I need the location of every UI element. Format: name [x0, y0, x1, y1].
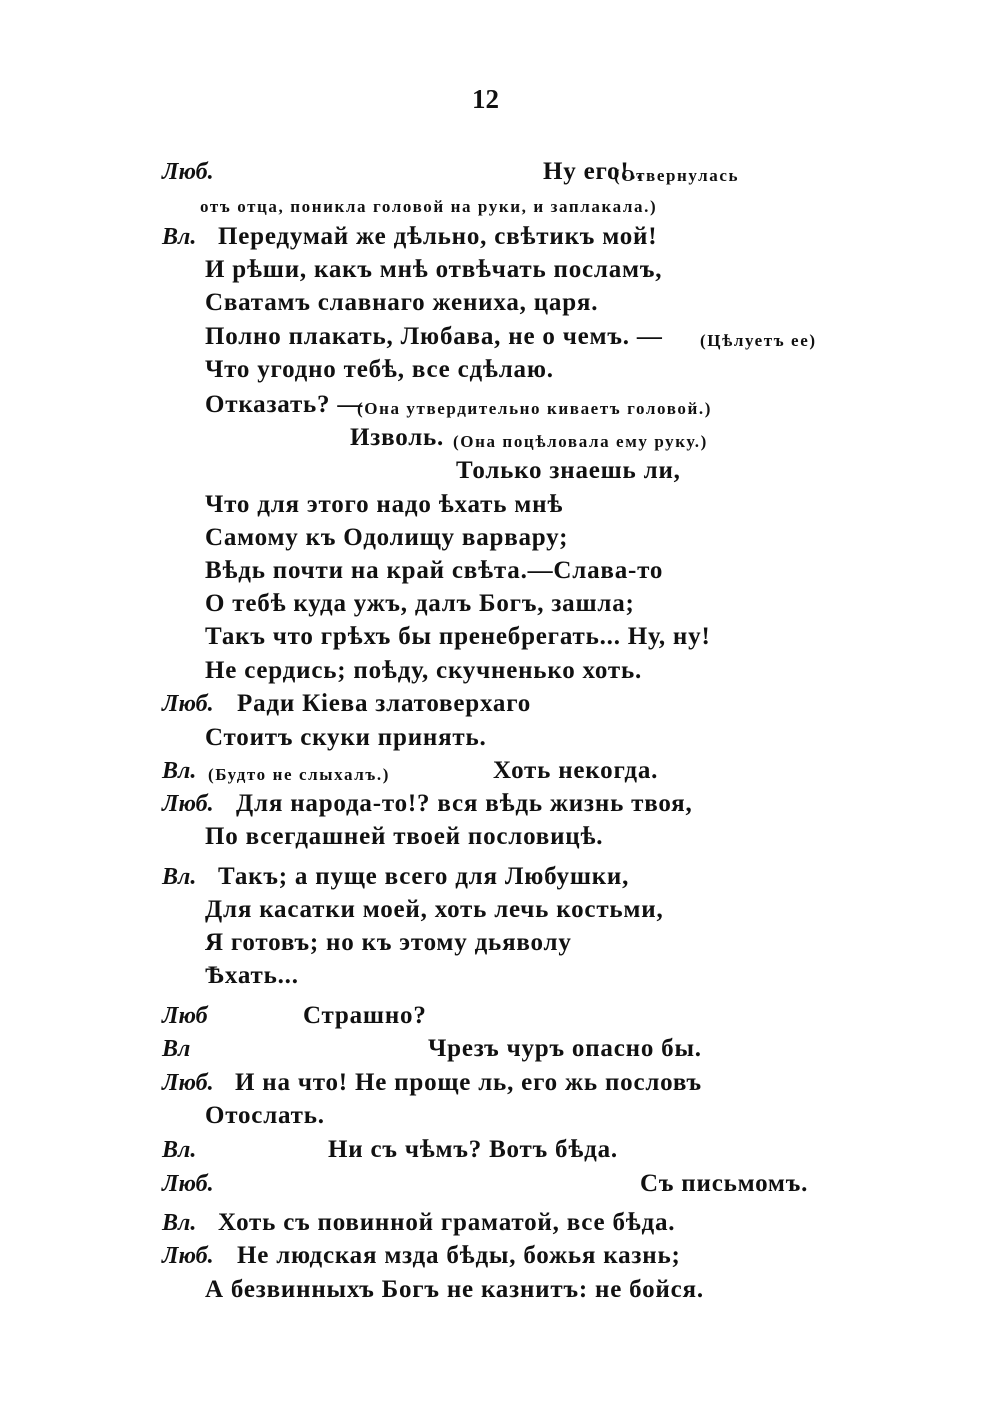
- verse-line: Что угодно тебѣ, все сдѣлаю.: [205, 356, 554, 383]
- verse-line: О тебѣ куда ужъ, далъ Богъ, зашла;: [205, 590, 635, 617]
- speaker-label: Вл.: [162, 864, 197, 890]
- verse-line: Передумай же дѣльно, свѣтикъ мой!: [218, 223, 658, 250]
- speaker-label: Люб: [162, 1003, 208, 1029]
- speaker-label: Люб.: [162, 791, 214, 817]
- stage-direction: (Будто не слыхалъ.): [208, 765, 391, 784]
- verse-line: Вѣдь почти на край свѣта.—Слава-то: [205, 557, 664, 584]
- stage-direction: (Она утвердительно киваетъ головой.): [357, 399, 712, 418]
- verse-line: Съ письмомъ.: [640, 1170, 809, 1197]
- stage-direction: (Цѣлуетъ ее): [700, 331, 817, 350]
- verse-line: Что для этого надо ѣхать мнѣ: [205, 491, 564, 518]
- verse-line: Стоитъ скуки принять.: [205, 724, 487, 751]
- verse-line: И рѣши, какъ мнѣ отвѣчать посламъ,: [205, 256, 663, 283]
- verse-line: Ради Кіева златоверхаго: [237, 690, 532, 717]
- verse-line: Не людская мзда бѣды, божья казнь;: [237, 1242, 681, 1269]
- verse-line: Для касатки моей, хоть лечь костьми,: [205, 896, 664, 923]
- verse-line: Хоть некогда.: [493, 757, 659, 784]
- verse-line: Я готовъ; но къ этому дьяволу: [205, 929, 572, 956]
- verse-line: Такъ; а пуще всего для Любушки,: [218, 863, 630, 890]
- page-number: 12: [472, 84, 499, 114]
- verse-line: Для народа-то!? вся вѣдь жизнь твоя,: [236, 790, 693, 817]
- verse-line: Ни съ чѣмъ? Вотъ бѣда.: [328, 1136, 618, 1163]
- verse-line: Такъ что грѣхъ бы пренебрегать... Ну, ну!: [205, 623, 711, 650]
- stage-direction: отъ отца, поникла головой на руки, и заплакала.): [200, 197, 658, 216]
- verse-line: Изволь.: [350, 424, 445, 451]
- speaker-label: Вл: [162, 1036, 191, 1062]
- stage-direction: (Она поцѣловала ему руку.): [453, 432, 708, 451]
- speaker-label: Вл.: [162, 1137, 197, 1163]
- stage-direction: (Отвернулась: [614, 166, 740, 185]
- verse-line: Отослать.: [205, 1102, 325, 1129]
- verse-line: Только знаешь ли,: [456, 457, 681, 484]
- verse-line: Хоть съ повинной граматой, все бѣда.: [218, 1209, 676, 1236]
- verse-line: Ну его!..: [543, 158, 644, 185]
- verse-line: По всегдашней твоей пословицѣ.: [205, 823, 604, 850]
- verse-line: Страшно?: [303, 1002, 427, 1029]
- verse-line: Чрезъ чуръ опасно бы.: [428, 1035, 702, 1062]
- verse-line: Не сердись; поѣду, скучненько хоть.: [205, 657, 643, 684]
- speaker-label: Вл.: [162, 1210, 197, 1236]
- speaker-label: Люб.: [162, 1070, 214, 1096]
- verse-line: Отказать? —: [205, 391, 364, 418]
- verse-line: Полно плакать, Любава, не о чемъ. —: [205, 323, 663, 350]
- speaker-label: Вл.: [162, 224, 197, 250]
- verse-line: Ѣхать...: [205, 962, 299, 989]
- speaker-label: Люб.: [162, 159, 214, 185]
- verse-line: И на что! Не проще ль, его жь пословъ: [235, 1069, 702, 1096]
- verse-line: Самому къ Одолищу варвару;: [205, 524, 569, 551]
- speaker-label: Вл.: [162, 758, 197, 784]
- verse-line: А безвинныхъ Богъ не казнитъ: не бойся.: [205, 1276, 704, 1303]
- speaker-label: Люб.: [162, 1243, 214, 1269]
- verse-line: Сватамъ славнаго жениха, царя.: [205, 289, 599, 316]
- speaker-label: Люб.: [162, 1171, 214, 1197]
- speaker-label: Люб.: [162, 691, 214, 717]
